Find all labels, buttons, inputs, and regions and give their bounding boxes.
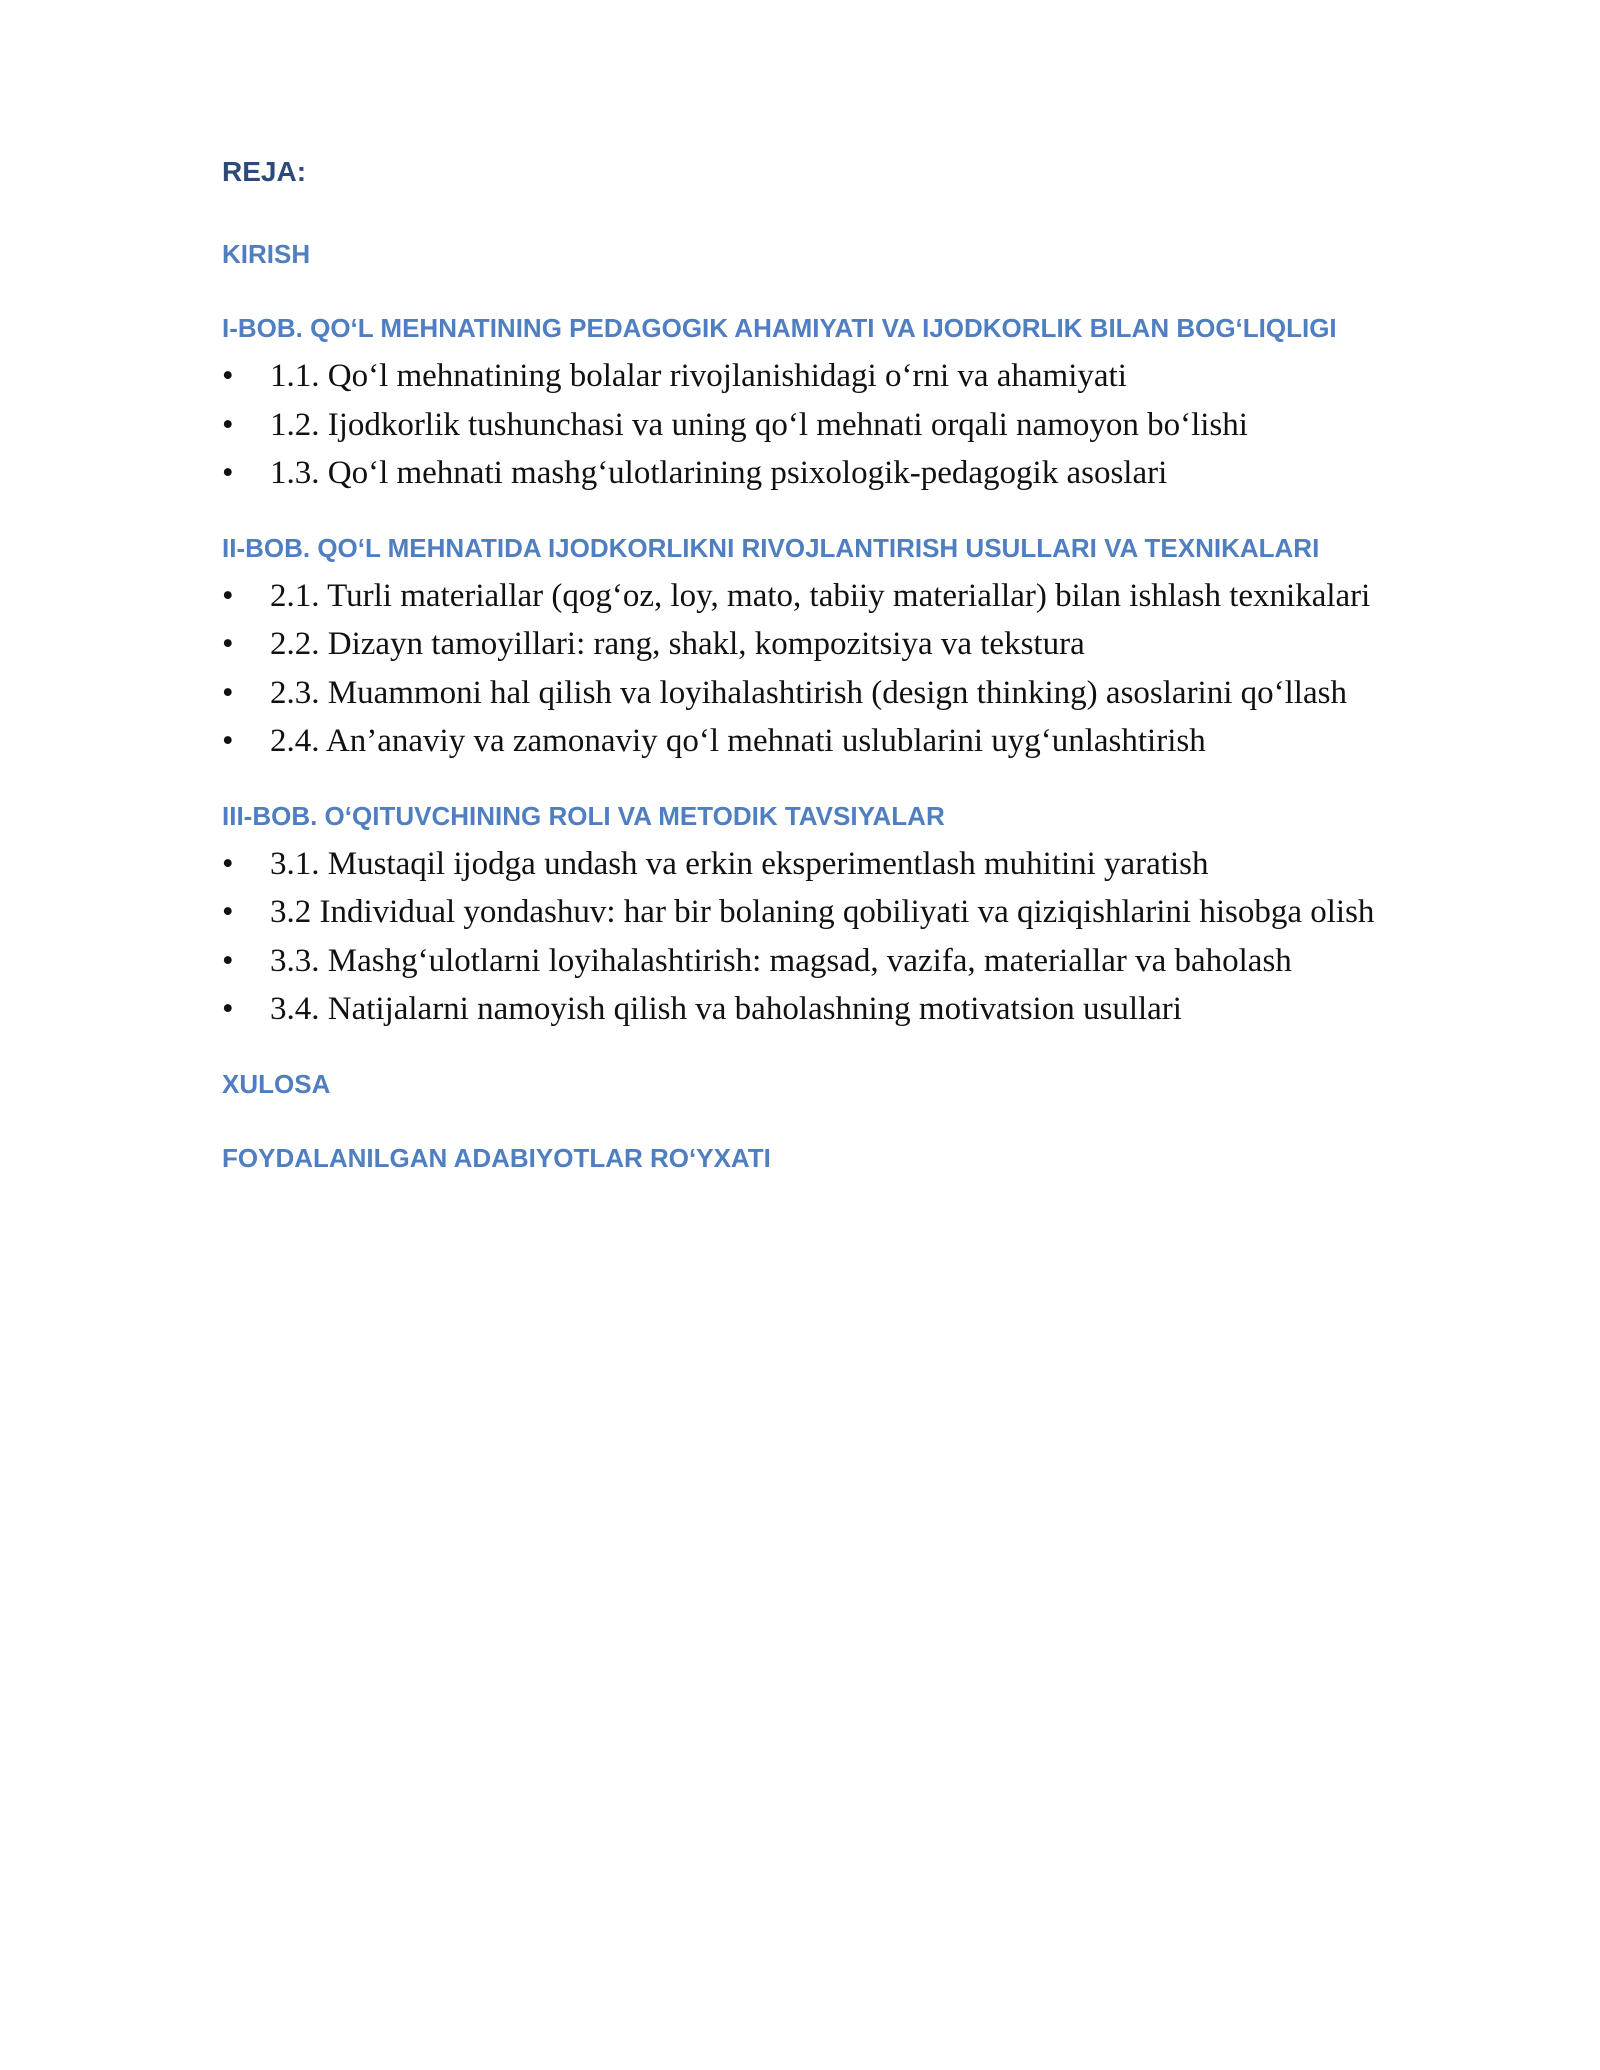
chapter-3-heading: III-BOB. O‘QITUVCHINING ROLI VA METODIK TAVSIYALAR [222, 800, 945, 831]
list-item-text: 2.3. Muammoni hal qilish va loyihalashtirish (design thinking) asoslarini qo‘llash [270, 674, 1347, 711]
list-item [222, 840, 1482, 889]
list-item-text: 3.4. Natijalarni namoyish qilish va baholashning motivatsion usullari [270, 991, 1182, 1027]
list-item-text: 1.1. Qo‘l mehnatining bolalar rivojlanishidagi o‘rni va ahamiyati [270, 358, 1127, 394]
bullet-icon: • [222, 358, 234, 394]
chapter-3-list [222, 840, 1482, 1034]
list-item [222, 937, 1482, 986]
bullet-icon: • [222, 674, 234, 711]
chapter-1-heading: I-BOB. QO‘L MEHNATINING PEDAGOGIK AHAMIYATI VA IJODKORLIK BILAN BOG‘LIQLIGI [222, 313, 1337, 343]
list-item [222, 888, 1482, 937]
intro-heading: KIRISH [222, 239, 311, 269]
bullet-icon: • [222, 723, 234, 759]
list-item-text: 2.4. An’anaviy va zamonaviy qo‘l mehnati uslublarini uyg‘unlashtirish [270, 723, 1206, 759]
list-item-text: 1.2. Ijodkorlik tushunchasi va uning qo‘l mehnati orqali namoyon bo‘lishi [270, 406, 1248, 443]
chapter-2-heading: II-BOB. QO‘L MEHNATIDA IJODKORLIKNI RIVOJLANTIRISH USULLARI VA TEXNIKALARI [222, 532, 1320, 563]
list-item [222, 352, 1482, 401]
bullet-icon: • [222, 894, 234, 930]
list-item [222, 985, 1482, 1034]
chapter-2-list [222, 572, 1482, 766]
bullet-icon: • [222, 626, 234, 662]
bullet-icon: • [222, 942, 234, 979]
list-item-text: 1.3. Qo‘l mehnati mashg‘ulotlarining psixologik-pedagogik asoslari [270, 455, 1168, 491]
list-item [222, 572, 1482, 621]
conclusion-heading: XULOSA [222, 1068, 331, 1099]
list-item [222, 401, 1482, 450]
list-item-text: 2.2. Dizayn tamoyillari: rang, shakl, kompozitsiya va tekstura [270, 626, 1085, 662]
bullet-icon: • [222, 577, 234, 614]
list-item [222, 449, 1482, 498]
bullet-icon: • [222, 406, 234, 443]
chapter-1-list [222, 352, 1482, 498]
list-item [222, 620, 1482, 669]
list-item-text: 3.2 Individual yondashuv: har bir bolaning qobiliyati va qiziqishlarini hisobga olish [270, 894, 1375, 930]
bullet-icon: • [222, 991, 234, 1027]
bullet-icon: • [222, 845, 234, 882]
bullet-icon: • [222, 455, 234, 491]
list-item [222, 669, 1482, 718]
references-heading: FOYDALANILGAN ADABIYOTLAR RO‘YXATI [222, 1142, 771, 1173]
list-item-text: 2.1. Turli materiallar (qog‘oz, loy, mato, tabiiy materiallar) bilan ishlash texnikalari [270, 577, 1371, 614]
page-title: REJA: [222, 156, 307, 187]
list-item-text: 3.3. Mashg‘ulotlarni loyihalashtirish: magsad, vazifa, materiallar va baholash [270, 942, 1292, 979]
list-item-text: 3.1. Mustaqil ijodga undash va erkin eksperimentlash muhitini yaratish [270, 845, 1209, 882]
list-item [222, 717, 1482, 766]
document-content [222, 150, 1482, 1178]
